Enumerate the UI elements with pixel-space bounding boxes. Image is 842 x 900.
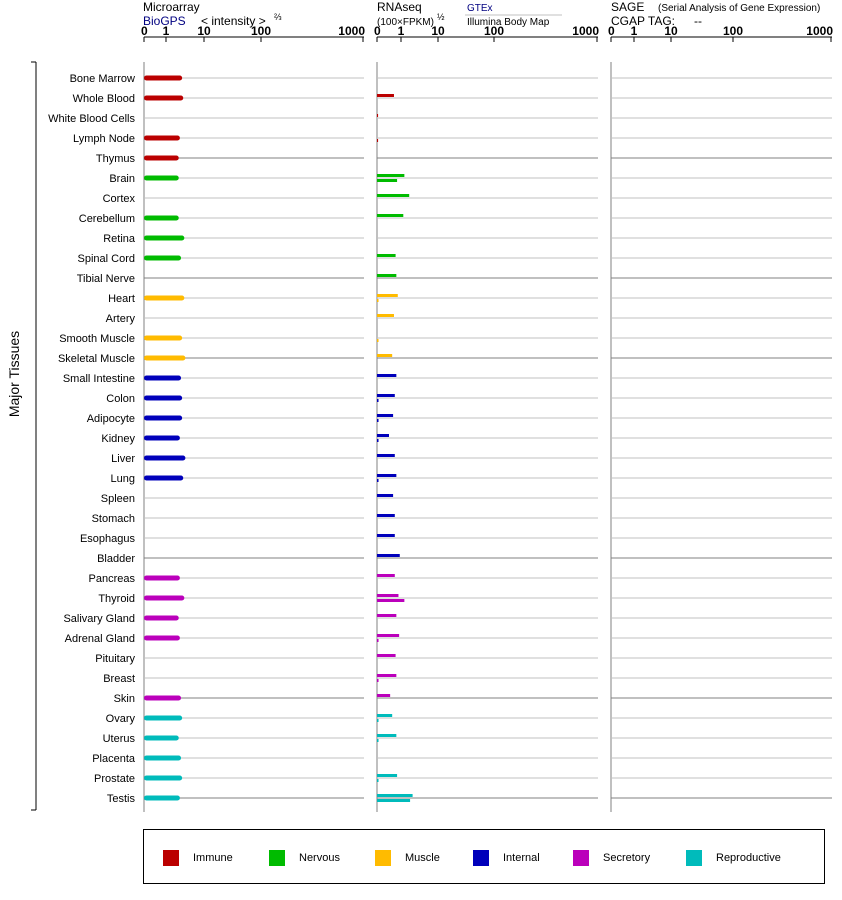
legend-label-nervous: Nervous (299, 852, 340, 864)
tissue-label: Brain (109, 173, 135, 185)
legend (143, 829, 825, 884)
tissue-label: Thyroid (98, 593, 135, 605)
rnaseq-tick-label: 0 (374, 24, 381, 38)
microarray-bar (144, 356, 185, 361)
microarray-bar (144, 416, 182, 421)
microarray-bar (144, 636, 180, 641)
gtex-bar (377, 414, 393, 417)
illumina-bar (377, 599, 404, 602)
illumina-bar (377, 479, 379, 482)
tissue-label: Cerebellum (78, 213, 135, 225)
tissue-label: White Blood Cells (48, 113, 135, 125)
sage-tick-label: 10 (664, 24, 678, 38)
microarray-bar (144, 736, 179, 741)
tissue-label: Breast (103, 673, 135, 685)
tissue-label: Bone Marrow (69, 73, 135, 85)
illumina-bar (377, 639, 379, 642)
legend-swatch-immune (163, 850, 179, 866)
microarray-bar (144, 236, 184, 241)
rnaseq-title: RNAseq (377, 0, 422, 14)
tissue-label: Lymph Node (73, 133, 135, 145)
illumina-bar (377, 399, 379, 402)
gtex-bar (377, 274, 396, 277)
gtex-bar (377, 794, 413, 797)
microarray-bar (144, 756, 181, 761)
illumina-bar (377, 779, 379, 782)
microarray-tick-label: 0 (141, 24, 148, 38)
microarray-bar (144, 96, 183, 101)
microarray-bar (144, 376, 181, 381)
gtex-bar (377, 514, 395, 517)
gtex-bar (377, 114, 378, 117)
microarray-bar (144, 716, 182, 721)
legend-swatch-internal (473, 850, 489, 866)
gtex-bar (377, 314, 394, 317)
tissue-label: Lung (110, 473, 135, 485)
rnaseq-unit: (100×FPKM) (377, 17, 434, 28)
gtex-bar (377, 434, 389, 437)
sage-tag-value: -- (694, 14, 702, 28)
tissue-label: Pancreas (88, 573, 135, 585)
gtex-bar (377, 394, 395, 397)
legend-label-muscle: Muscle (405, 852, 440, 864)
gtex-bar (377, 94, 394, 97)
rnaseq-tick-label: 1 (397, 24, 405, 38)
tissue-label: Uterus (102, 733, 135, 745)
legend-label-reproductive: Reproductive (716, 852, 781, 864)
tissue-label: Colon (106, 393, 135, 405)
gtex-bar (377, 574, 395, 577)
microarray-bar (144, 576, 180, 581)
microarray-bar (144, 796, 180, 801)
legend-item-immune (163, 849, 233, 867)
tissue-label: Skin (113, 693, 135, 705)
microarray-bar (144, 436, 180, 441)
rnaseq-source-gtex: GTEx (467, 3, 493, 14)
legend-label-immune: Immune (193, 852, 233, 864)
microarray-title: Microarray (143, 0, 200, 14)
microarray-bar (144, 296, 184, 301)
microarray-tick-label: 1000 (338, 24, 365, 38)
microarray-tick-label: 1 (162, 24, 170, 38)
gtex-bar (377, 774, 397, 777)
tissue-label: Spinal Cord (77, 253, 135, 265)
illumina-bar (377, 179, 397, 182)
tissue-label: Adipocyte (86, 413, 135, 425)
tissue-label: Skeletal Muscle (57, 353, 135, 365)
gtex-bar (377, 594, 398, 597)
gtex-bar (377, 534, 395, 537)
tissue-label: Cortex (102, 193, 135, 205)
tissue-label: Retina (103, 233, 135, 245)
tissue-label: Testis (106, 793, 135, 805)
tissue-label: Ovary (105, 713, 135, 725)
sage-tag-label: CGAP TAG: (611, 14, 676, 28)
illumina-bar (377, 299, 379, 302)
gtex-bar (377, 254, 396, 257)
legend-item-internal (473, 849, 540, 867)
gtex-bar (377, 634, 399, 637)
tissue-label: Adrenal Gland (64, 633, 135, 645)
rnaseq-tick-label: 1000 (572, 24, 599, 38)
microarray-bar (144, 216, 179, 221)
microarray-bar (144, 596, 184, 601)
tissue-label: Heart (108, 293, 135, 305)
gtex-bar (377, 354, 392, 357)
legend-swatch-secretory (573, 850, 589, 866)
tissue-label: Liver (111, 453, 135, 465)
microarray-bar (144, 696, 181, 701)
sage-tick-label: 1000 (806, 24, 833, 38)
legend-swatch-reproductive (686, 850, 702, 866)
rnaseq-tick-label: 10 (431, 24, 445, 38)
tissue-label: Small Intestine (62, 373, 135, 385)
gtex-bar (377, 614, 396, 617)
microarray-unit-exponent: ⅔ (274, 12, 282, 22)
microarray-unit: < intensity > (201, 14, 266, 28)
illumina-bar (377, 799, 410, 802)
legend-item-nervous (269, 849, 340, 867)
microarray-bar (144, 336, 182, 341)
legend-label-internal: Internal (503, 852, 540, 864)
sage-subtitle: (Serial Analysis of Gene Expression) (658, 3, 821, 14)
gtex-bar (377, 214, 403, 217)
gtex-bar (377, 554, 400, 557)
gtex-bar (377, 694, 390, 697)
gtex-bar (377, 374, 396, 377)
tissue-label: Thymus (95, 153, 135, 165)
sage-title: SAGE (611, 0, 645, 14)
tissue-label: Prostate (94, 773, 135, 785)
illumina-bar (377, 439, 379, 442)
illumina-bar (377, 139, 378, 142)
microarray-source: BioGPS (143, 14, 186, 28)
gtex-bar (377, 734, 396, 737)
microarray-bar (144, 256, 181, 261)
tissue-label: Whole Blood (72, 93, 135, 105)
illumina-bar (377, 679, 379, 682)
tissue-label: Placenta (92, 753, 135, 765)
tissue-label: Salivary Gland (63, 613, 135, 625)
rnaseq-source-illumina: Illumina Body Map (467, 17, 550, 28)
microarray-tick-label: 100 (250, 24, 272, 38)
illumina-bar (377, 419, 379, 422)
gtex-bar (377, 474, 396, 477)
illumina-bar (377, 339, 379, 342)
legend-item-secretory (573, 849, 650, 867)
illumina-bar (377, 719, 379, 722)
sage-tick-label: 100 (722, 24, 744, 38)
microarray-bar (144, 456, 185, 461)
tissue-label: Spleen (100, 493, 135, 505)
legend-item-muscle (375, 849, 440, 867)
microarray-bar (144, 776, 182, 781)
y-group-label: Major Tissues (6, 330, 22, 418)
tissue-label: Smooth Muscle (59, 333, 135, 345)
legend-swatch-muscle (375, 850, 391, 866)
rnaseq-unit-exponent: ½ (437, 12, 445, 22)
legend-item-reproductive (686, 849, 781, 867)
tissue-label: Esophagus (79, 533, 135, 545)
rnaseq-tick-label: 100 (483, 24, 505, 38)
legend-swatch-nervous (269, 850, 285, 866)
gtex-bar (377, 294, 398, 297)
sage-tick-label: 0 (608, 24, 615, 38)
gtex-bar (377, 454, 395, 457)
tissue-label: Tibial Nerve (76, 273, 135, 285)
gtex-bar (377, 714, 392, 717)
gtex-bar (377, 674, 396, 677)
tissue-label: Stomach (91, 513, 135, 525)
gtex-bar (377, 654, 396, 657)
microarray-bar (144, 76, 182, 81)
microarray-bar (144, 476, 183, 481)
tissue-label: Artery (105, 313, 135, 325)
gtex-bar (377, 194, 409, 197)
tissue-label: Kidney (101, 433, 135, 445)
microarray-bar (144, 176, 179, 181)
microarray-tick-label: 10 (197, 24, 211, 38)
microarray-bar (144, 616, 179, 621)
tissue-label: Pituitary (95, 653, 135, 665)
tissue-label: Bladder (97, 553, 135, 565)
illumina-bar (377, 739, 379, 742)
legend-label-secretory: Secretory (603, 852, 651, 864)
gtex-bar (377, 494, 393, 497)
microarray-bar (144, 136, 180, 141)
microarray-bar (144, 396, 182, 401)
sage-tick-label: 1 (630, 24, 638, 38)
gtex-bar (377, 174, 404, 177)
microarray-bar (144, 156, 179, 161)
